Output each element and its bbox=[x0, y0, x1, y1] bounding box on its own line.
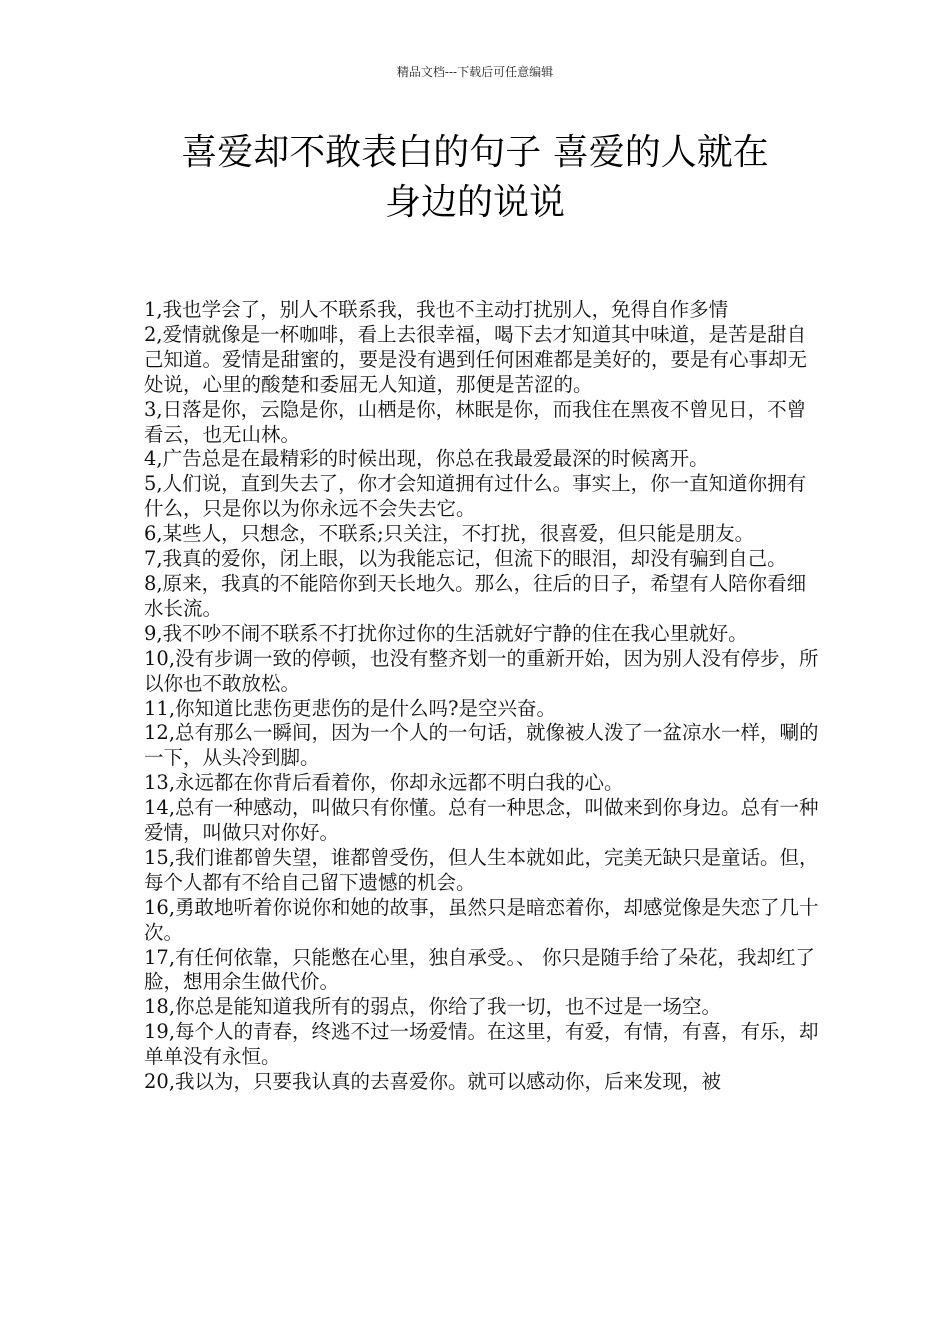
quote-item-1: 1,我也学会了，别人不联系我，我也不主动打扰别人，免得自作多情 bbox=[144, 298, 729, 321]
quote-item-15: 15,我们谁都曾失望，谁都曾受伤，但人生本就如此，完美无缺只是童话。但，每个人都有不给自己留下遗憾的机会。 bbox=[144, 845, 819, 894]
quote-item-13: 13,永远都在你背后看着你，你却永远都不明白我的心。 bbox=[144, 771, 624, 795]
quote-item-3: 3,日落是你，云隐是你，山栖是你，林眠是你，而我住在黑夜不曾见日，不曾看云，也无山林。 bbox=[144, 397, 807, 446]
quote-item-19: 19,每个人的青春，终逃不过一场爱情。在这里，有爱，有情，有喜，有乐，却单单没有永恒。 bbox=[144, 1020, 819, 1069]
quote-item-7: 7,我真的爱你，闭上眼，以为我能忘记，但流下的眼泪，却没有骗到自己。 bbox=[144, 547, 787, 571]
quote-item-5: 5,人们说，直到失去了，你才会知道拥有过什么。事实上，你一直知道你拥有什么，只是你以为你永远不会失去它。 bbox=[144, 472, 807, 521]
quote-item-10: 10,没有步调一致的停顿，也没有整齐划一的重新开始，因为别人没有停步，所以你也不敢放松。 bbox=[144, 646, 819, 695]
quote-item-11: 11,你知道比悲伤更悲伤的是什么吗?是空兴奋。 bbox=[144, 696, 556, 720]
quote-item-8: 8,原来，我真的不能陪你到天长地久。那么，往后的日子，希望有人陪你看细水长流。 bbox=[144, 571, 807, 620]
quote-item-9: 9,我不吵不闹不联系不打扰你过你的生活就好宁静的住在我心里就好。 bbox=[144, 621, 748, 645]
page-header-note: 精品文档---下载后可任意编辑 bbox=[396, 65, 554, 79]
quote-item-6: 6,某些人，只想念，不联系;只关注，不打扰，很喜爱，但只能是朋友。 bbox=[144, 522, 755, 546]
quote-item-17: 17,有任何依靠，只能憋在心里，独自承受。、 你只是随手给了朵花，我却红了脸，想用余生做代价。 bbox=[144, 945, 815, 994]
quote-item-2: 2,爱情就像是一杯咖啡，看上去很幸福，喝下去才知道其中味道，是苦是甜自己知道。爱情是甜蜜的，要是没有遇到任何困难都是美好的，要是有心事却无处说，心里的酸楚和委屈无人知道，那便是苦涩的。 bbox=[144, 322, 808, 396]
quote-item-14: 14,总有一种感动，叫做只有你懂。总有一种思念，叫做来到你身边。总有一种爱情，叫做只对你好。 bbox=[144, 796, 819, 845]
quote-item-18: 18,你总是能知道我所有的弱点，你给了我一切，也不过是一场空。 bbox=[144, 995, 722, 1019]
quote-item-12: 12,总有那么一瞬间，因为一个人的一句话，就像被人泼了一盆凉水一样，唰的一下，从头冷到脚。 bbox=[144, 721, 819, 770]
document-title bbox=[120, 128, 830, 228]
quote-list bbox=[144, 298, 824, 1095]
quote-item-20: 20,我以为，只要我认真的去喜爱你。就可以感动你，后来发现，被 bbox=[144, 1070, 722, 1094]
quote-item-16: 16,勇敢地听着你说你和她的故事，虽然只是暗恋着你，却感觉像是失恋了几十次。 bbox=[144, 895, 819, 944]
title-line-2: 身边的说说 bbox=[384, 182, 565, 223]
quote-item-4: 4,广告总是在最精彩的时候出现，你总在我最爱最深的时候离开。 bbox=[144, 447, 709, 471]
title-line-1: 喜爱却不敢表白的句子 喜爱的人就在 bbox=[181, 132, 769, 173]
